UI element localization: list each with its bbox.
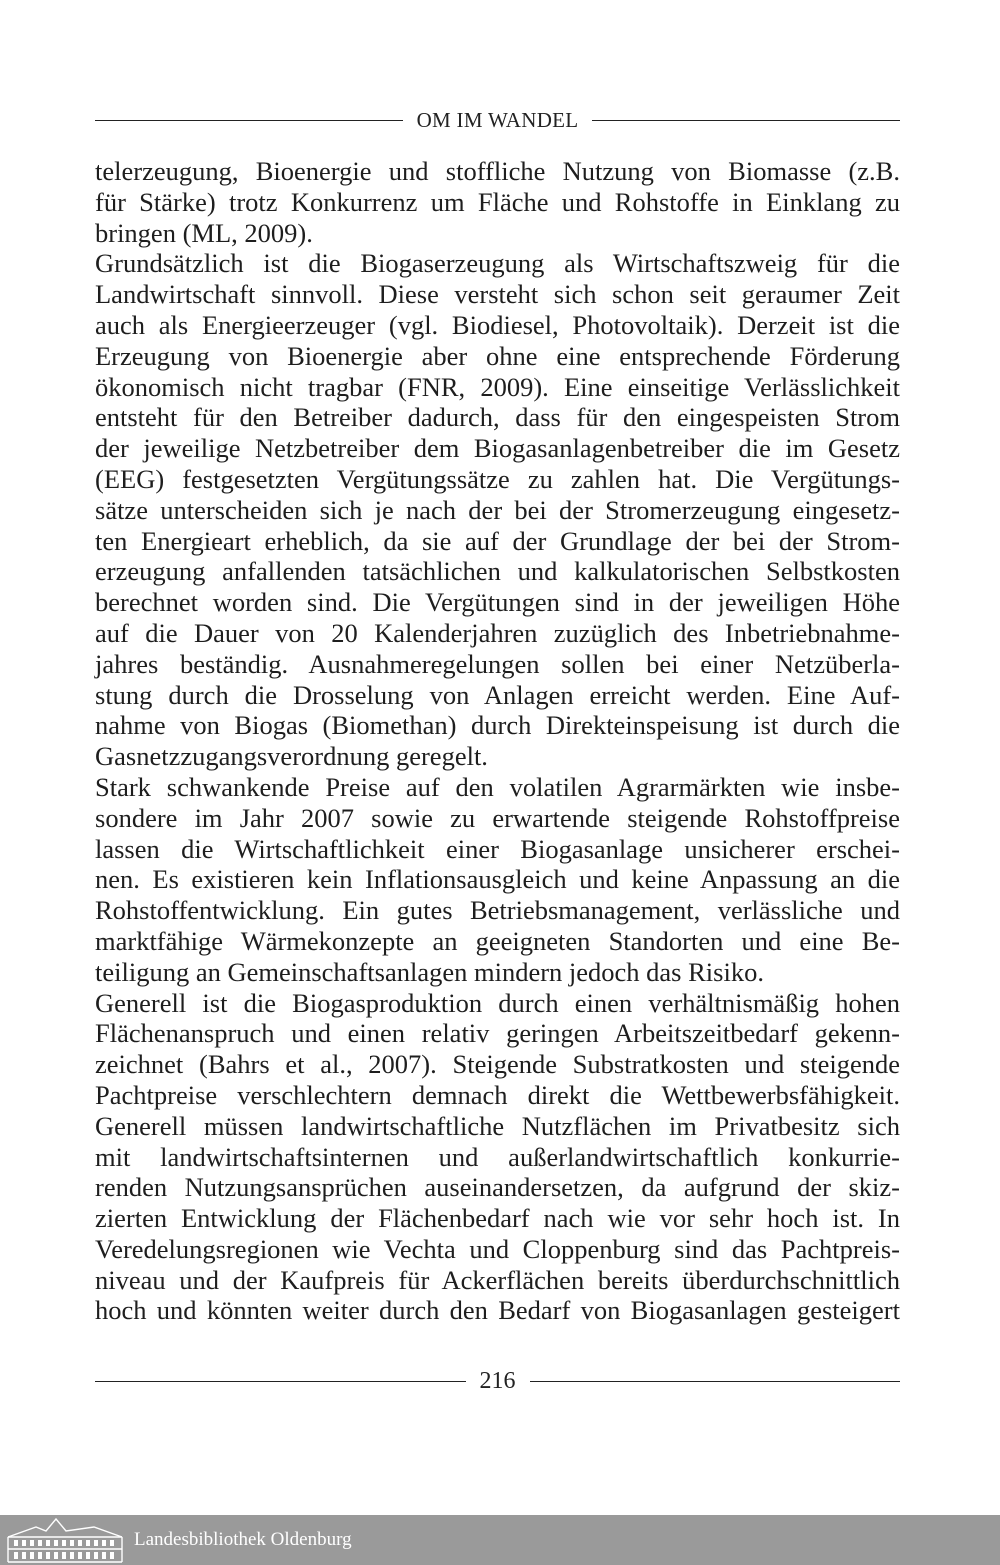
text-line: zeichnet (Bahrs et al., 2007). Steigende Substratkosten und steigende [95,1049,900,1080]
body-text [95,156,900,1326]
text-line: ökonomisch nicht tragbar (FNR, 2009). Eine einseitige Verlässlichkeit [95,371,900,402]
text-line: Generell ist die Biogasproduktion durch einen verhältnismäßig hohen [95,987,900,1018]
text-line: Generell müssen landwirtschaftliche Nutzflächen im Privatbesitz sich [95,1110,900,1141]
text-line: Rohstoffentwicklung. Ein gutes Betriebsmanagement, verlässliche und [95,895,900,926]
text-line: sondere im Jahr 2007 sowie zu erwartende steigende Rohstoffpreise [95,802,900,833]
text-line: Pachtpreise verschlechtern demnach direkt die Wettbewerbsfähigkeit. [95,1079,900,1110]
text-line: für Stärke) trotz Konkurrenz um Fläche und Rohstoffe in Einklang zu [95,186,900,217]
text-line: zierten Entwicklung der Flächenbedarf nach wie vor sehr hoch ist. In [95,1203,900,1234]
text-line: mit landwirtschaftsinternen und außerlandwirtschaftlich konkurrie- [95,1141,900,1172]
text-line: erzeugung anfallenden tatsächlichen und kalkulatorischen Selbstkosten [95,556,900,587]
text-line: bringen (ML, 2009). [95,217,313,248]
footer-rule-left [95,1381,466,1382]
text-line: marktfähige Wärmekonzepte an geeigneten Standorten und eine Be- [95,925,900,956]
running-head [95,108,900,133]
footer-rule-right [530,1381,901,1382]
text-line: ten Energieart erheblich, da sie auf der Grundlage der bei der Strom- [95,525,900,556]
paragraph [95,156,900,248]
text-line: renden Nutzungsansprüchen auseinandersetzen, da aufgrund der skiz- [95,1172,900,1203]
running-head-rule-right [592,120,900,121]
running-head-title: OM IM WANDEL [416,108,579,132]
text-line: teiligung an Gemeinschaftsanlagen mindern jedoch das Risiko. [95,956,764,987]
text-line: Flächenanspruch und einen relativ geringen Arbeitszeitbedarf gekenn- [95,1018,900,1049]
text-line: Stark schwankende Preise auf den volatilen Agrarmärkten wie insbe- [95,771,900,802]
running-head-rule-left [95,120,403,121]
text-line: Veredelungsregionen wie Vechta und Cloppenburg sind das Pachtpreis- [95,1233,900,1264]
text-line: jahres beständig. Ausnahmeregelungen sollen bei einer Netzüberla- [95,648,900,679]
paragraph [95,988,900,1327]
library-building-icon [6,1515,124,1565]
page-footer [95,1368,900,1395]
text-line: Gasnetzzugangsverordnung geregelt. [95,741,488,772]
paragraph [95,772,900,988]
text-line: niveau und der Kaufpreis für Ackerflächen bereits überdurchschnittlich [95,1264,900,1295]
text-line: stung durch die Drosselung von Anlagen erreicht werden. Eine Auf- [95,679,900,710]
text-line: Erzeugung von Bioenergie aber ohne eine entsprechende Förderung [95,340,900,371]
text-line: der jeweilige Netzbetreiber dem Biogasanlagenbetreiber die im Gesetz [95,433,900,464]
text-line: nahme von Biogas (Biomethan) durch Direkteinspeisung ist durch die [95,710,900,741]
page-number: 216 [479,1368,516,1394]
paragraph [95,248,900,772]
library-name: Landesbibliothek Oldenburg [134,1529,352,1550]
text-line: auf die Dauer von 20 Kalenderjahren zuzüglich des Inbetriebnahme- [95,617,900,648]
text-line: sätze unterscheiden sich je nach der bei der Stromerzeugung eingesetz- [95,494,900,525]
text-line: berechnet worden sind. Die Vergütungen sind in der jeweiligen Höhe [95,587,900,618]
text-line: Landwirtschaft sinnvoll. Diese versteht sich schon seit geraumer Zeit [95,279,900,310]
text-line: hoch und könnten weiter durch den Bedarf von Biogasanlagen gesteigert [95,1295,900,1326]
library-banner [0,1515,1000,1565]
text-line: telerzeugung, Bioenergie und stoffliche Nutzung von Biomasse (z.B. [95,156,900,186]
text-line: auch als Energieerzeuger (vgl. Biodiesel, Photovoltaik). Derzeit ist die [95,309,900,340]
text-line: (EEG) festgesetzten Vergütungssätze zu zahlen hat. Die Vergütungs- [95,463,900,494]
text-line: nen. Es existieren kein Inflationsausgleich und keine Anpassung an die [95,864,900,895]
text-line: entsteht für den Betreiber dadurch, dass für den eingespeisten Strom [95,402,900,433]
text-line: Grundsätzlich ist die Biogaserzeugung als Wirtschaftszweig für die [95,248,900,279]
text-line: lassen die Wirtschaftlichkeit einer Biogasanlage unsicherer erschei- [95,833,900,864]
